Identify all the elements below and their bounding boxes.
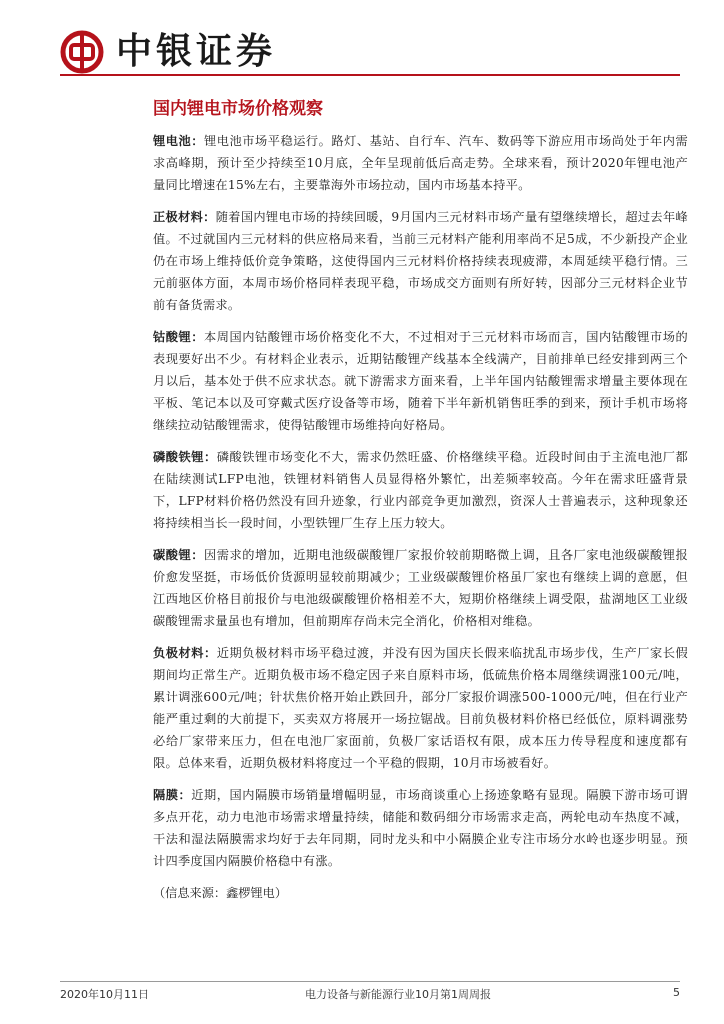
paragraph-label: 钴酸锂： [153,330,204,344]
section-title: 国内锂电市场价格观察 [153,99,323,119]
paragraph-lco [153,326,688,436]
paragraph-lithium-carbonate [153,544,688,632]
page-number: 5 [673,986,680,999]
source-note: （信息来源：鑫椤锂电） [153,886,288,900]
header-divider [60,74,680,76]
paragraph-text: 近期，国内隔膜市场销量增幅明显，市场商谈重心上扬迹象略有显现。隔膜下游市场可谓多点开花，动力电池市场需求增量持续，储能和数码细分市场需求走高，两轮电动车热度不减，干法和湿法隔膜需求均好于去年同期，同时龙头和中小隔膜企业专注市场分水岭也逐步明显。预计四季度国内隔膜价格稳中有涨。 [153,788,688,868]
report-name: 电力设备与新能源行业10月第1周周报 [305,988,491,1001]
paragraph-lithium-battery [153,130,688,196]
article-body [153,130,688,904]
paragraph-text: 本周国内钴酸锂市场价格变化不大，不过相对于三元材料市场而言，国内钴酸锂市场的表现要好出不少。有材料企业表示，近期钴酸锂产线基本全线满产，目前排单已经安排到两三个月以后，基本处于供不应求状态。就下游需求方面来看，上半年国内钴酸锂需求增量主要体现在平板、笔记本以及可穿戴式医疗设备等市场，随着下半年新机销售旺季的到来，预计手机市场将继续拉动钴酸锂需求，使得钴酸锂市场维持向好格局。 [153,330,688,432]
paragraph-text: 锂电池市场平稳运行。路灯、基站、自行车、汽车、数码等下游应用市场尚处于年内需求高峰期，预计至少持续至10月底，全年呈现前低后高走势。全球来看，预计2020年锂电池产量同比增速在15%左右，主要靠海外市场拉动，国内市场基本持平。 [153,134,688,192]
paragraph-label: 碳酸锂： [153,548,204,562]
paragraph-label: 负极材料： [153,646,217,660]
footer-divider [60,981,680,982]
paragraph-label: 磷酸铁锂： [153,450,217,464]
report-date: 2020年10月11日 [60,988,149,1001]
brand-name: 中银证券 [116,31,277,72]
paragraph-separator [153,784,688,872]
paragraph-label: 隔膜： [153,788,192,802]
paragraph-anode [153,642,688,774]
paragraph-cathode [153,206,688,316]
page-header [60,28,680,78]
paragraph-text: 因需求的增加，近期电池级碳酸锂厂家报价较前期略微上调，且各厂家电池级碳酸锂报价愈发坚挺，市场低价货源明显较前期减少；工业级碳酸锂价格虽厂家也有继续上调的意愿，但江西地区价格目前报价与电池级碳酸锂价格相差不大，短期价格继续上调受限，盐湖地区工业级碳酸锂需求量虽也有增加，但前期库存尚未完全消化，价格相对维稳。 [153,548,688,628]
paragraph-text: 磷酸铁锂市场变化不大，需求仍然旺盛、价格继续平稳。近段时间由于主流电池厂都在陆续测试LFP电池，铁锂材料销售人员显得格外繁忙，出差频率较高。今年在需求旺盛背景下，LFP材料价格仍然没有回升迹象，行业内部竞争更加激烈，资深人士普遍表示，这种现象还将持续相当长一段时间，小型铁锂厂生存上压力较大。 [153,450,689,530]
paragraph-label: 锂电池： [153,134,204,148]
paragraph-text: 随着国内锂电市场的持续回暖，9月国内三元材料市场产量有望继续增长，超过去年峰值。不过就国内三元材料的供应格局来看，当前三元材料产能利用率尚不足5成，不少新投产企业仍在市场上维持低价竞争策略，这使得国内三元材料价格持续表现疲滞，本周延续平稳行情。三元前驱体方面，本周市场价格同样表现平稳，市场成交方面则有所好转，因部分三元材料企业节前有备货需求。 [153,210,688,312]
bank-of-china-logo-icon [60,30,104,74]
paragraph-lfp [153,446,688,534]
paragraph-text: 近期负极材料市场平稳过渡，并没有因为国庆长假来临扰乱市场步伐，生产厂家长假期间均正常生产。近期负极市场不稳定因子来自原料市场，低硫焦价格本周继续调涨100元/吨，累计调涨600元/吨；针状焦价格开始止跌回升，部分厂家报价调涨500-1000元/吨，但在行业产能严重过剩的大前提下，买卖双方将展开一场拉锯战。目前负极材料价格已经低位，原料调涨势必给厂家带来压力，但在电池厂家面前，负极厂家话语权有限，成本压力传导程度和速度都有限。总体来看，近期负极材料将度过一个平稳的假期，10月市场被看好。 [153,646,689,770]
paragraph-label: 正极材料： [153,210,216,224]
